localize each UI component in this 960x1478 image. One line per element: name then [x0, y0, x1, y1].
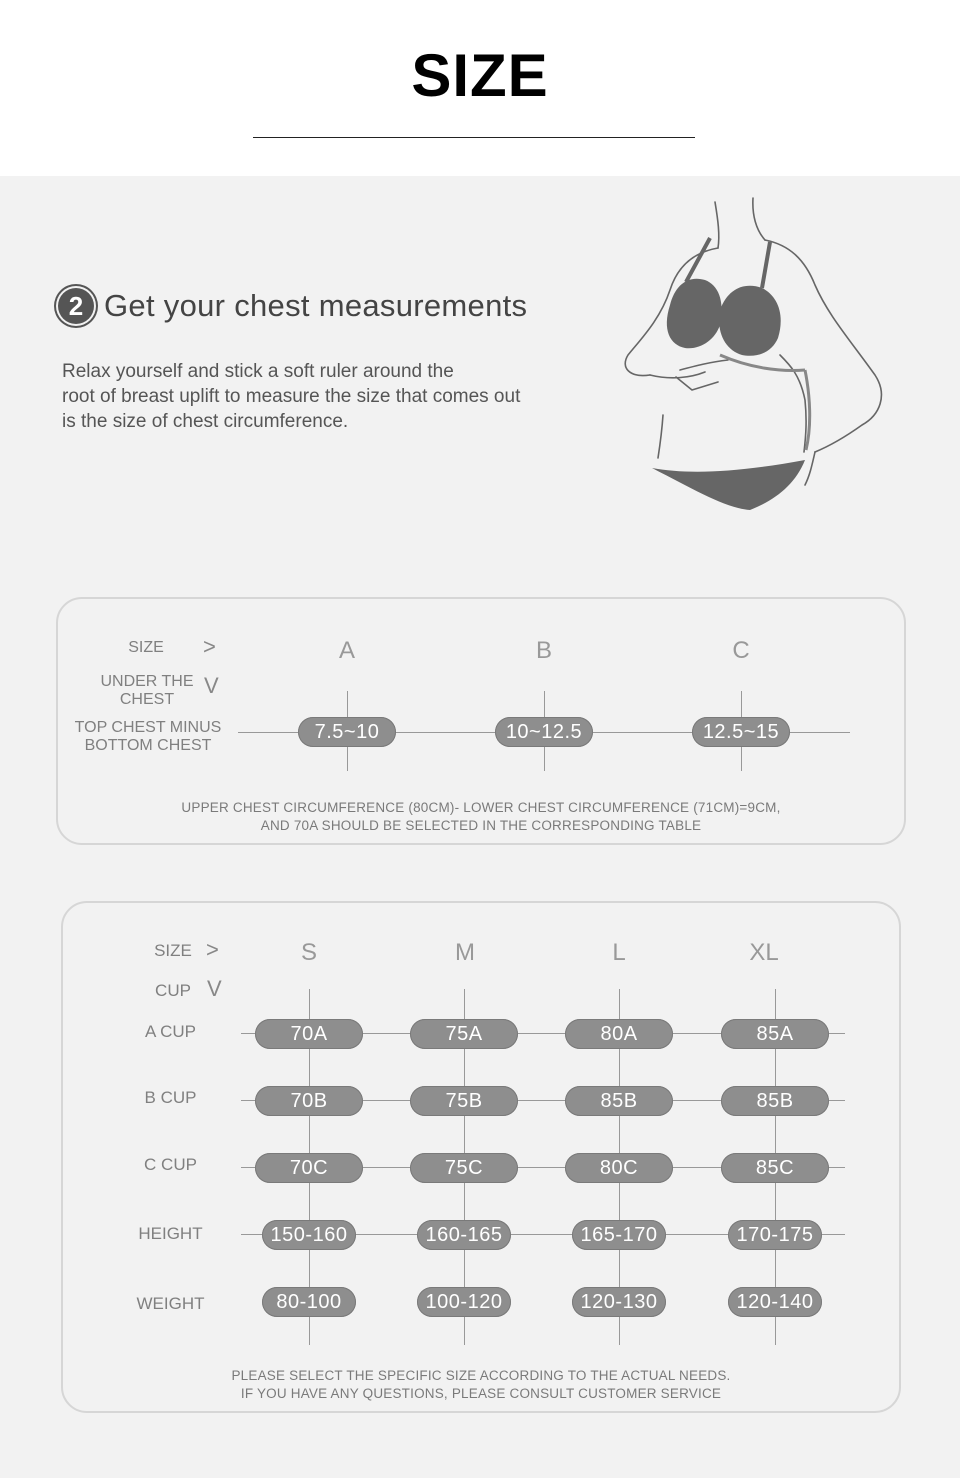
value-pill: 75B — [410, 1086, 518, 1116]
chevron-right-icon: > — [203, 634, 216, 659]
value-pill: 85B — [565, 1086, 673, 1116]
column-header-c: C — [732, 637, 750, 664]
description-line: Relax yourself and stick a soft ruler around the — [62, 361, 454, 382]
value-pill: 80C — [565, 1153, 673, 1183]
description-line: root of breast uplift to measure the size that comes out — [62, 386, 521, 407]
chevron-down-icon: V — [207, 976, 222, 1001]
size-chart-panel — [61, 901, 901, 1413]
value-pill: 75A — [410, 1019, 518, 1049]
row-label: WEIGHT — [136, 1294, 205, 1313]
value-pill: 150-160 — [262, 1220, 356, 1250]
description-line: is the size of chest circumference. — [62, 411, 349, 432]
example-note: UPPER CHEST CIRCUMFERENCE (80CM)- LOWER CHEST CIRCUMFERENCE (71CM)=9CM, AND 70A SHOULD BE SELECTED IN THE CORRESPONDING TABLE — [181, 800, 781, 833]
column-header-xl: XL — [749, 939, 779, 966]
value-pill: 85A — [721, 1019, 829, 1049]
measuring-figure-illustration — [600, 190, 920, 520]
value-pill: 165-170 — [572, 1220, 666, 1250]
title-divider — [253, 137, 695, 138]
value-pill: 80A — [565, 1019, 673, 1049]
column-header-m: M — [455, 939, 475, 966]
measurement-description — [62, 359, 562, 434]
service-note: PLEASE SELECT THE SPECIFIC SIZE ACCORDING TO THE ACTUAL NEEDS. IF YOU HAVE ANY QUESTIONS, PLEASE CONSULT CUSTOMER SERVICE — [231, 1368, 731, 1401]
value-pill: 85C — [721, 1153, 829, 1183]
column-header-l: L — [612, 939, 626, 966]
value-pill: 120-140 — [728, 1287, 822, 1317]
value-pill: 85B — [721, 1086, 829, 1116]
size-row-label: SIZE — [128, 639, 164, 656]
value-pill: 80-100 — [262, 1287, 356, 1317]
page-title: SIZE — [411, 42, 549, 109]
value-pill: 70B — [255, 1086, 363, 1116]
row-label: A CUP — [144, 1022, 197, 1041]
chevron-right-icon: > — [206, 937, 219, 962]
value-pill: 7.5~10 — [298, 717, 396, 747]
cup-row-label: CUP — [155, 981, 191, 1000]
value-pill: 12.5~15 — [692, 717, 790, 747]
column-header-b: B — [535, 637, 552, 664]
section-heading: Get your chest measurements — [104, 288, 528, 323]
column-header-a: A — [338, 637, 355, 664]
step-number-badge: 2 — [58, 288, 94, 324]
row-label: HEIGHT — [138, 1224, 203, 1243]
row-label: C CUP — [144, 1155, 197, 1174]
size-row-label: SIZE — [154, 941, 192, 960]
header — [0, 0, 960, 176]
value-pill: 10~12.5 — [495, 717, 593, 747]
value-pill: 75C — [410, 1153, 518, 1183]
value-pill: 160-165 — [417, 1220, 511, 1250]
column-header-s: S — [300, 939, 317, 966]
step-heading — [58, 286, 527, 326]
row-label: B CUP — [144, 1088, 197, 1107]
chevron-down-icon: V — [204, 673, 219, 698]
chest-difference-label: TOP CHEST MINUS BOTTOM CHEST — [74, 719, 222, 754]
value-pill: 70A — [255, 1019, 363, 1049]
value-pill: 70C — [255, 1153, 363, 1183]
under-chest-label: UNDER THE CHEST — [100, 673, 194, 708]
value-pill: 100-120 — [417, 1287, 511, 1317]
value-pill: 120-130 — [572, 1287, 666, 1317]
value-pill: 170-175 — [728, 1220, 822, 1250]
cup-size-panel — [56, 597, 906, 845]
